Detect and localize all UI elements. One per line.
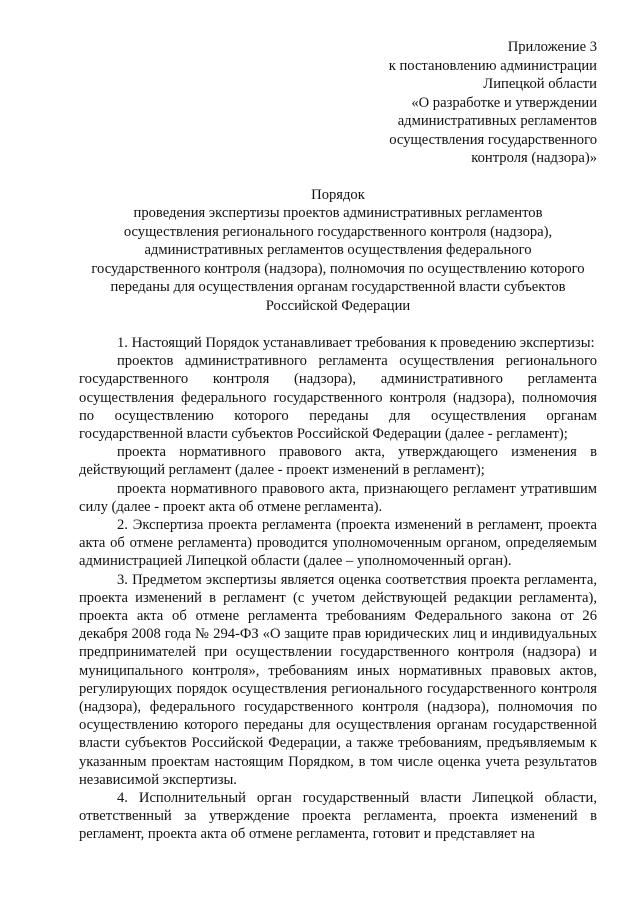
title-heading: Порядок: [311, 186, 365, 203]
annex-line: «О разработке и утверждении: [411, 94, 597, 111]
annex-line: осуществления государственного: [389, 131, 597, 148]
paragraph-1: 1. Настоящий Порядок устанавливает требования к проведению экспертизы:: [117, 335, 595, 351]
paragraph-4: 4. Исполнительный орган государственный власти Липецкой области, ответственный за утверждение проекта регламента, проекта изменений в регламент, проекта акта об отмене регламента, готовит и представляет на: [79, 790, 597, 843]
title-line: проведения экспертизы проектов административных регламентов: [133, 205, 543, 221]
title-line: осуществления регионального государственного контроля (надзора),: [123, 223, 553, 240]
annex-block: [79, 38, 597, 168]
paragraph-1-item-repeal: проекта нормативного правового акта, признающего регламент утратившим силу (далее - проект акта об отмене регламента).: [79, 480, 597, 515]
title-line: Российской Федерации: [265, 297, 411, 314]
title-line: административных регламентов осуществления федерального: [144, 242, 532, 258]
annex-line: административных регламентов: [397, 113, 597, 129]
document-body: [79, 334, 597, 844]
paragraph-1-item-regulation: проектов административного регламента осуществления регионального государственного контроля (надзора), административного регламента осуществления федерального государственного контроля (надзора), полномочия по осуществлению которого переданы для осуществления органам государственной власти субъектов Российской Федерации (далее - регламент);: [79, 353, 597, 443]
paragraph-2: 2. Экспертиза проекта регламента (проекта изменений в регламент, проекта акта об отмене регламента) проводится уполномоченным органом, определяемым администрацией Липецкой области (далее – уполномоченный орган).: [79, 517, 597, 570]
title-line: переданы для осуществления органам государственной власти субъектов: [110, 279, 566, 295]
annex-line: контроля (надзора)»: [471, 150, 597, 166]
annex-line: Липецкой области: [483, 76, 597, 92]
paragraph-1-item-changes: проекта нормативного правового акта, утверждающего изменения в действующий регламент (далее - проект изменений в регламент);: [79, 444, 597, 479]
document-title: [79, 186, 597, 316]
annex-line: Приложение 3: [507, 39, 597, 55]
annex-line: к постановлению администрации: [388, 57, 597, 74]
paragraph-3: 3. Предметом экспертизы является оценка соответствия проекта регламента, проекта изменений в регламент (с учетом действующей редакции регламента), проекта акта об отмене регламента требованиям Федерального закона от 26 декабря 2008 года № 294-ФЗ «О защите прав юридических лиц и индивидуальных предпринимателей при осуществлении государственного контроля (надзора) и муниципального контроля», требованиям иных нормативных правовых актов, регулирующих порядок осуществления регионального государственного контроля (надзора), федерального государственного контроля (надзора), полномочия по осуществлению которого переданы для осуществления органам государственной власти субъектов Российской Федерации, а также требованиям, предъявляемым к указанным проектам настоящим Порядком, в том числе оценка учета результатов независимой экспертизы.: [79, 571, 597, 788]
title-line: государственного контроля (надзора), полномочия по осуществлению которого: [91, 260, 585, 277]
